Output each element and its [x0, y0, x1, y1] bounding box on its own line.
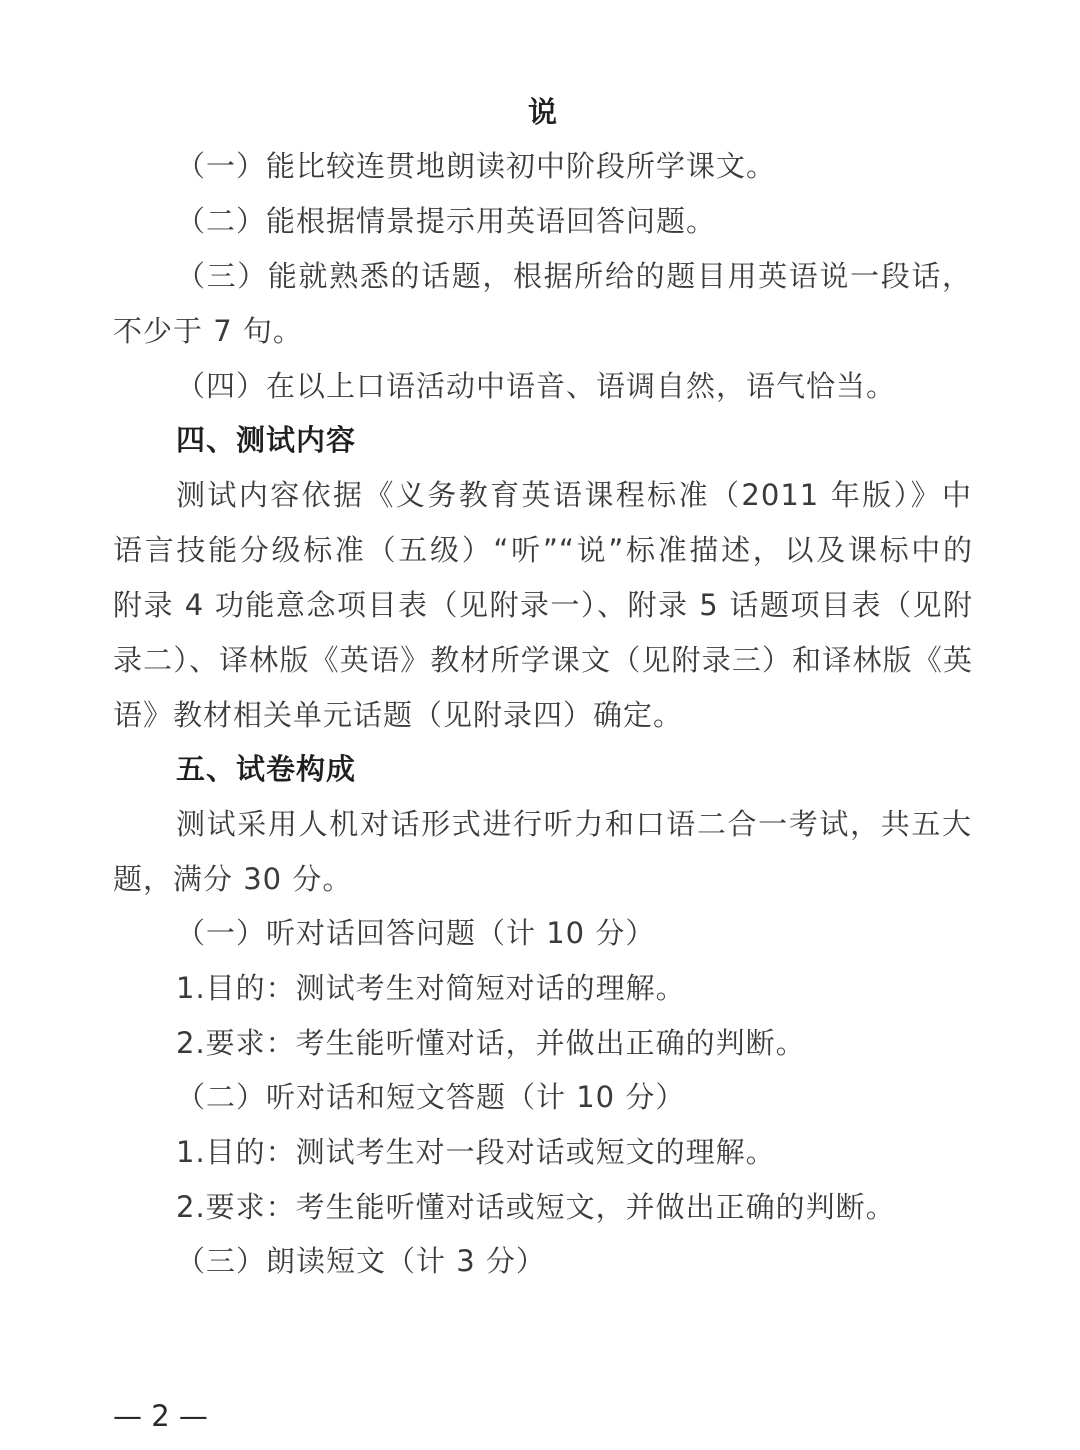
part1-requirement: 2.要求：考生能听懂对话，并做出正确的判断。 — [176, 1026, 806, 1060]
speak-item-4: （四）在以上口语活动中语音、语调自然，语气恰当。 — [176, 369, 897, 403]
part2-requirement: 2.要求：考生能听懂对话或短文，并做出正确的判断。 — [176, 1190, 896, 1224]
speak-item-3-continued: 不少于 7 句。 — [113, 314, 303, 348]
speak-item-3: （三）能就熟悉的话题，根据所给的题目用英语说一段话， — [176, 259, 972, 293]
heading-paper-structure: 五、试卷构成 — [176, 752, 357, 786]
content-paragraph-line-2: 语言技能分级标准（五级）“听”“说”标准描述，以及课标中的 — [113, 533, 973, 567]
speak-item-2: （二）能根据情景提示用英语回答问题。 — [176, 204, 717, 238]
structure-paragraph-line-2: 题，满分 30 分。 — [113, 862, 353, 896]
part2-goal: 1.目的：测试考生对一段对话或短文的理解。 — [176, 1135, 776, 1169]
part3-title: （三）朗读短文（计 3 分） — [176, 1244, 546, 1278]
content-paragraph-line-3: 附录 4 功能意念项目表（见附录一）、附录 5 话题项目表（见附 — [113, 588, 973, 622]
part1-goal: 1.目的：测试考生对简短对话的理解。 — [176, 971, 686, 1005]
speak-item-1: （一）能比较连贯地朗读初中阶段所学课文。 — [176, 149, 777, 183]
page-number: — 2 — — [113, 1399, 208, 1433]
content-paragraph-line-5: 语》教材相关单元话题（见附录四）确定。 — [113, 698, 684, 732]
content-paragraph-line-1: 测试内容依据《义务教育英语课程标准（2011 年版）》中 — [176, 478, 972, 512]
section-title: 说 — [527, 95, 557, 129]
heading-test-content: 四、测试内容 — [176, 423, 357, 457]
content-paragraph-line-4: 录二）、译林版《英语》教材所学课文（见附录三）和译林版《英 — [113, 643, 973, 677]
part2-title: （二）听对话和短文答题（计 10 分） — [176, 1080, 686, 1114]
part1-title: （一）听对话回答问题（计 10 分） — [176, 916, 656, 950]
structure-paragraph-line-1: 测试采用人机对话形式进行听力和口语二合一考试，共五大 — [176, 807, 972, 841]
